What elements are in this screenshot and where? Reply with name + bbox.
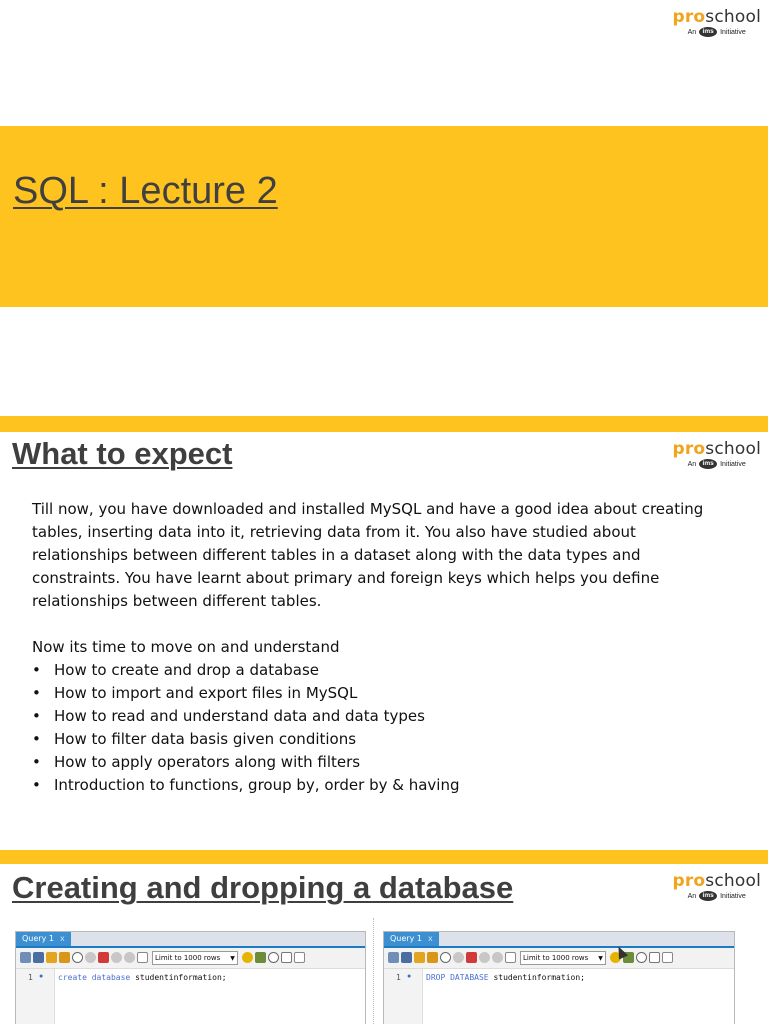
bullet-icon: • [32, 753, 41, 771]
logo-pro-text: pro [672, 7, 706, 27]
save-icon[interactable] [401, 952, 412, 963]
bullet-icon: • [32, 707, 41, 725]
expectations-list [32, 659, 732, 797]
logo-school-text: school [705, 7, 761, 27]
limit-rows-select[interactable]: Limit to 1000 rows ▼ [152, 951, 238, 965]
search-icon[interactable] [268, 952, 279, 963]
slide-top-bar [0, 416, 768, 432]
slide-title [0, 0, 768, 412]
list-item: • Introduction to functions, group by, order by & having [32, 774, 732, 797]
list-item: • How to import and export files in MySQL [32, 682, 732, 705]
execute-current-icon[interactable] [59, 952, 70, 963]
query-tab-label: Query 1 [22, 934, 54, 943]
ims-logo-icon: ims [699, 27, 717, 37]
list-intro: Now its time to move on and understand [32, 638, 340, 656]
logo-tag-suffix: Initiative [720, 460, 746, 468]
commit-icon[interactable] [479, 952, 490, 963]
logo-pro-text: pro [672, 439, 706, 459]
bullet-icon: • [32, 661, 41, 679]
slide-creating-dropping [0, 850, 768, 1024]
logo-tag-prefix: An [687, 28, 697, 36]
open-folder-icon[interactable] [388, 952, 399, 963]
toggle-error-icon[interactable] [98, 952, 109, 963]
slide-title: Creating and dropping a database [12, 870, 514, 905]
statement-marker-icon: ● [407, 973, 412, 980]
logo-pro-text: pro [672, 871, 706, 891]
search-icon[interactable] [636, 952, 647, 963]
logo-tag-prefix: An [687, 460, 697, 468]
line-number: 1 [396, 973, 401, 982]
close-icon[interactable]: x [427, 934, 433, 943]
query-tab[interactable] [384, 932, 439, 946]
ims-logo-icon: ims [699, 891, 717, 901]
chevron-down-icon: ▼ [598, 955, 603, 962]
list-item: • How to create and drop a database [32, 659, 732, 682]
rollback-icon[interactable] [492, 952, 503, 963]
code-area[interactable] [384, 969, 734, 1024]
wrap-icon[interactable] [662, 952, 673, 963]
list-item: • How to apply operators along with filters [32, 751, 732, 774]
editor-tab-bar [384, 932, 734, 948]
column-divider [373, 918, 374, 1024]
ims-logo-icon: ims [699, 459, 717, 469]
list-item: • How to filter data basis given conditions [32, 728, 732, 751]
slide-body [32, 498, 732, 797]
explain-icon[interactable] [72, 952, 83, 963]
list-item: • How to read and understand data and data types [32, 705, 732, 728]
bullet-icon: • [32, 730, 41, 748]
proschool-logo [672, 440, 761, 470]
toggle-error-icon[interactable] [466, 952, 477, 963]
stop-icon[interactable] [85, 952, 96, 963]
editor-tab-bar [16, 932, 365, 948]
line-gutter [384, 969, 423, 1024]
slide-what-to-expect [0, 416, 768, 826]
stop-icon[interactable] [453, 952, 464, 963]
logo-school-text: school [705, 871, 761, 891]
query-tab[interactable] [16, 932, 71, 946]
open-folder-icon[interactable] [20, 952, 31, 963]
autocommit-icon[interactable] [137, 952, 148, 963]
autocommit-icon[interactable] [505, 952, 516, 963]
lecture-title: SQL : Lecture 2 [13, 170, 278, 212]
beautify-icon[interactable] [242, 952, 253, 963]
line-number: 1 [28, 973, 33, 982]
explain-icon[interactable] [440, 952, 451, 963]
query-editor-create [15, 931, 366, 1024]
invisible-chars-icon[interactable] [649, 952, 660, 963]
editor-toolbar [384, 948, 734, 969]
code-area[interactable] [16, 969, 365, 1024]
statement-marker-icon: ● [39, 973, 44, 980]
close-icon[interactable]: x [59, 934, 65, 943]
chevron-down-icon: ▼ [230, 955, 235, 962]
limit-rows-select[interactable]: Limit to 1000 rows ▼ [520, 951, 606, 965]
logo-tag-prefix: An [687, 892, 697, 900]
editor-toolbar [16, 948, 365, 969]
logo-school-text: school [705, 439, 761, 459]
intro-paragraph: Till now, you have downloaded and installed MySQL and have a good idea about creating tables, inserting data into it, retrieving data from it. You also have studied about relationships between different tables in a dataset along with the data types and constraints. You have learnt about primary and foreign keys which helps you define relationships between different tables. [32, 500, 704, 610]
bullet-icon: • [32, 684, 41, 702]
save-icon[interactable] [33, 952, 44, 963]
slide-title: What to expect [12, 436, 233, 471]
execute-icon[interactable] [414, 952, 425, 963]
find-icon[interactable] [255, 952, 266, 963]
query-editor-drop [383, 931, 735, 1024]
rollback-icon[interactable] [124, 952, 135, 963]
wrap-icon[interactable] [294, 952, 305, 963]
execute-icon[interactable] [46, 952, 57, 963]
invisible-chars-icon[interactable] [281, 952, 292, 963]
sql-statement: create database studentinformation; [58, 973, 227, 982]
line-gutter [16, 969, 55, 1024]
sql-statement: DROP DATABASE studentinformation; [426, 973, 585, 982]
commit-icon[interactable] [111, 952, 122, 963]
title-banner [0, 126, 768, 307]
execute-current-icon[interactable] [427, 952, 438, 963]
logo-tag-suffix: Initiative [720, 892, 746, 900]
slide-top-bar [0, 850, 768, 864]
query-tab-label: Query 1 [390, 934, 422, 943]
proschool-logo [672, 872, 761, 902]
proschool-logo [672, 8, 761, 38]
bullet-icon: • [32, 776, 41, 794]
logo-tag-suffix: Initiative [720, 28, 746, 36]
